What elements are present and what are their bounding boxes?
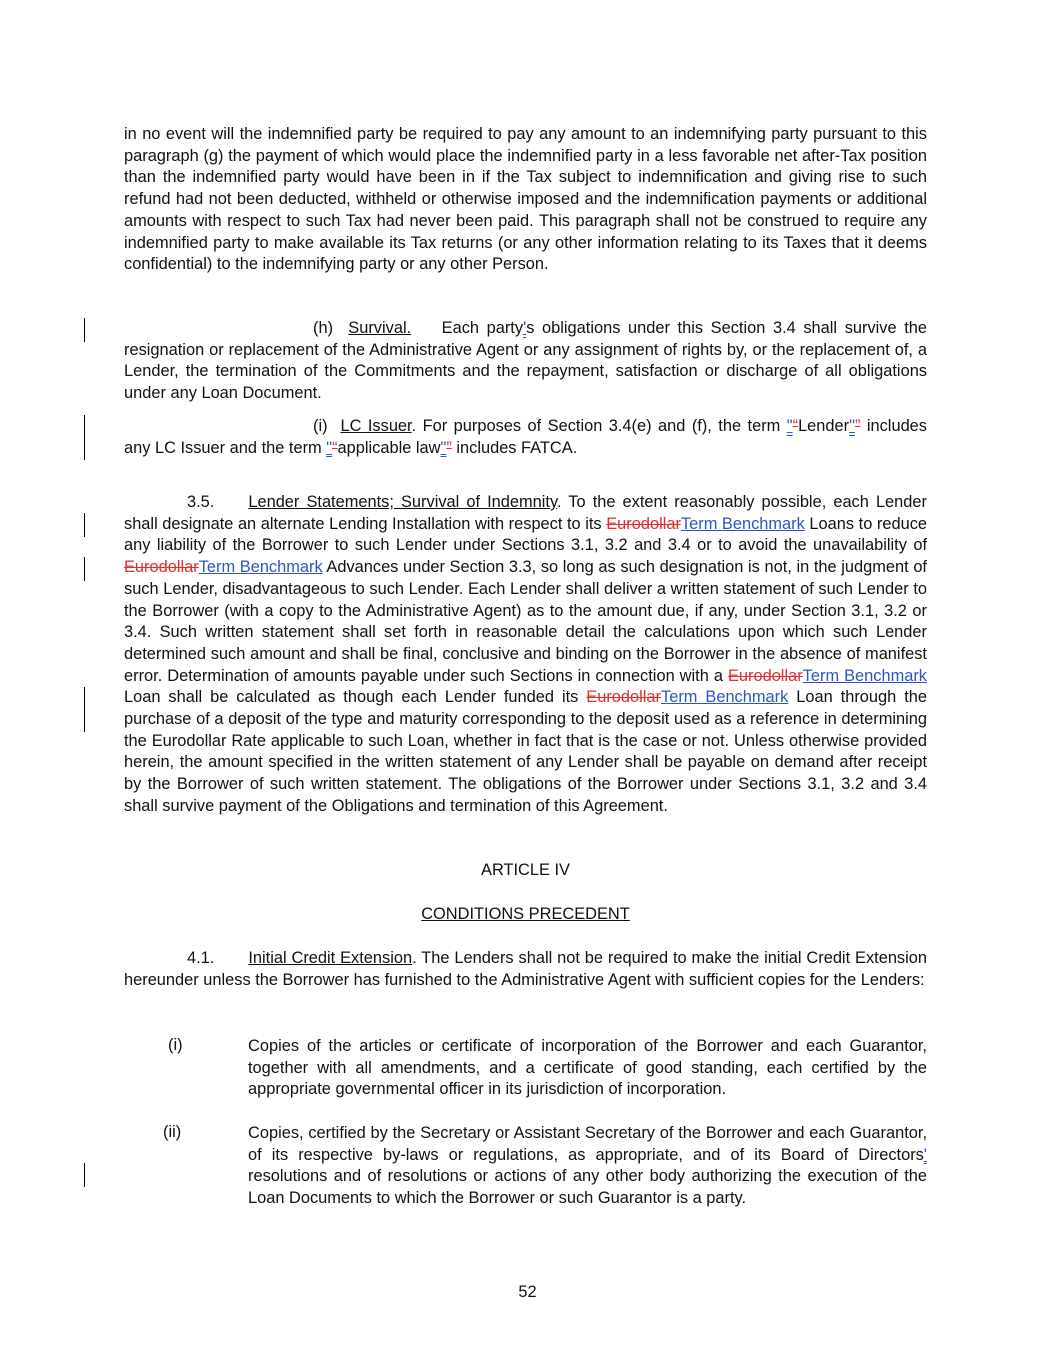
section-3-5-text: . To the extent reasonably possible, each Lender shall designate an alternate Lending Installation with respect to its xyxy=(124,493,927,533)
paragraph-g-continuation: in no event will the indemnified party be required to pay any amount to an indemnifying party pursuant to this paragraph (g) the payment of which would place the indemnified party in a less favorable net after-Tax position than the indemnified party would have been in if the Tax subject to indemnification and giving rise to such refund had not been deducted, withheld or otherwise imposed and the indemnification payments or additional amounts with respect to such Tax had never been paid. This paragraph shall not be construed to require any indemnified party to make available its Tax returns (or any other information relating to its Taxes that it deems confidential) to the indemnifying party or any other Person. xyxy=(124,125,927,274)
section-3-5 xyxy=(124,492,927,818)
section-3-5-text: Loans to reduce any liability of the Borrower to such Lender under Sections 3.1, 3.2 and 3.4 or to avoid the unavailability of xyxy=(124,514,928,555)
paragraph-i-text: includes FATCA. xyxy=(451,438,578,457)
article-subtitle xyxy=(124,905,927,924)
paragraph-h-text-pre: Each party xyxy=(441,319,524,337)
change-bar xyxy=(84,557,85,581)
paragraph-i xyxy=(124,416,927,459)
article-title: ARTICLE IV xyxy=(481,861,570,879)
deleted-quote: ” xyxy=(854,417,861,435)
inserted-apostrophe: ' xyxy=(523,319,527,337)
deleted-text: Eurodollar xyxy=(606,514,681,533)
list-item-text: Copies of the articles or certificate of incorporation of the Borrower and each Guarantor, together with all amendments, and a certificate of good standing, each certified by the appropriate governmental officer in its jurisdiction of incorporation. xyxy=(248,1037,927,1099)
inserted-quote: " xyxy=(440,438,447,457)
deleted-text: Eurodollar xyxy=(586,688,662,707)
change-bar xyxy=(84,513,85,537)
article-subtitle-text: CONDITIONS PRECEDENT xyxy=(421,905,630,923)
section-4-1-number: 4.1. xyxy=(187,949,215,967)
list-item-label: (i) xyxy=(168,1036,183,1054)
section-4-1 xyxy=(124,948,927,991)
inserted-text: Term Benchmark xyxy=(802,666,927,685)
change-bar xyxy=(84,1163,85,1187)
section-3-5-number: 3.5. xyxy=(187,493,215,511)
paragraph-h-heading: Survival. xyxy=(348,319,412,337)
deleted-quote: “ xyxy=(332,438,338,457)
section-3-5-text: Advances under Section 3.3, so long as such designation is not, in the judgment of such Lender, disadvantageous to such Lender. Each Lender shall deliver a written statement of such Lender to the Borrower (with a copy to the Administrative Agent) as to the amount due, if any, under Section 3.1, 3.2 or 3.4. Such written statement shall set forth in reasonable detail the calculations upon which such Lender determined such amount and shall be final, conclusive and binding on the Borrower in the absence of manifest error. Determination of amounts payable under such Sections in connection with a xyxy=(124,558,927,685)
inserted-quote: " xyxy=(849,417,855,435)
paragraph-i-term: Lender xyxy=(798,417,850,435)
inserted-quote: " xyxy=(786,417,793,435)
section-4-1-text: . The Lenders shall not be required to make the initial Credit Extension hereunder unless the Borrower has furnished to the Administrative Agent with sufficient copies for the Lenders: xyxy=(124,949,927,989)
deleted-quote: “ xyxy=(792,417,799,435)
paragraph-i-term: applicable law xyxy=(337,438,441,457)
inserted-quote: " xyxy=(326,438,333,457)
change-bar xyxy=(84,318,85,342)
inserted-text: Term Benchmark xyxy=(661,688,789,707)
deleted-text: Eurodollar xyxy=(727,666,803,685)
page-number: 52 xyxy=(518,1283,537,1301)
list-item-text-pre: Copies, certified by the Secretary or Assistant Secretary of the Borrower and each Guarantor, of its respective by-laws or regulations, as appropriate, and of its Board of Directors xyxy=(248,1124,927,1164)
paragraph-i-text: includes any LC Issuer and the term xyxy=(124,417,927,457)
inserted-text: Term Benchmark xyxy=(198,558,323,577)
section-3-5-text: Loan shall be calculated as though each Lender funded its xyxy=(124,688,587,707)
deleted-text: Eurodollar xyxy=(124,558,199,577)
paragraph-i-text: . For purposes of Section 3.4(e) and (f), the term xyxy=(411,417,787,435)
section-3-5-heading: Lender Statements; Survival of Indemnity xyxy=(248,493,557,511)
paragraph-h xyxy=(124,318,927,405)
paragraph-h-label: (h) xyxy=(313,319,334,337)
paragraph-i-heading: LC Issuer xyxy=(340,417,412,435)
inserted-text: Term Benchmark xyxy=(680,514,805,533)
inserted-apostrophe: ' xyxy=(923,1145,927,1164)
paragraph-i-label: (i) xyxy=(313,417,328,435)
change-bar xyxy=(84,687,85,732)
section-3-5-text: Loan through the purchase of a deposit of the type and maturity corresponding to the deposit used as a reference in determining the Eurodollar Rate applicable to such Loan, whether in fact that is the case or not. Unless otherwise provided herein, the amount specified in the written statement of any Lender shall be payable on demand after receipt by the Borrower of such written statement. The obligations of the Borrower under Sections 3.1, 3.2 and 3.4 shall survive payment of the Obligations and termination of this Agreement. xyxy=(124,688,927,815)
change-bar xyxy=(84,415,85,460)
list-item-text xyxy=(248,1123,927,1210)
deleted-quote: ” xyxy=(446,438,452,457)
section-4-1-heading: Initial Credit Extension xyxy=(248,949,413,967)
list-item-label: (ii) xyxy=(163,1123,182,1141)
list-item-text-post: resolutions and of resolutions or actions of any other body authorizing the execution of the Loan Documents to which the Borrower or such Guarantor is a party. xyxy=(248,1167,927,1208)
paragraph-h-text-post: s obligations under this Section 3.4 shall survive the resignation or replacement of the Administrative Agent or any assignment of rights by, or the replacement of, a Lender, the termination of the Commitments and the repayment, satisfaction or discharge of all obligations under any Loan Document. xyxy=(124,319,928,403)
